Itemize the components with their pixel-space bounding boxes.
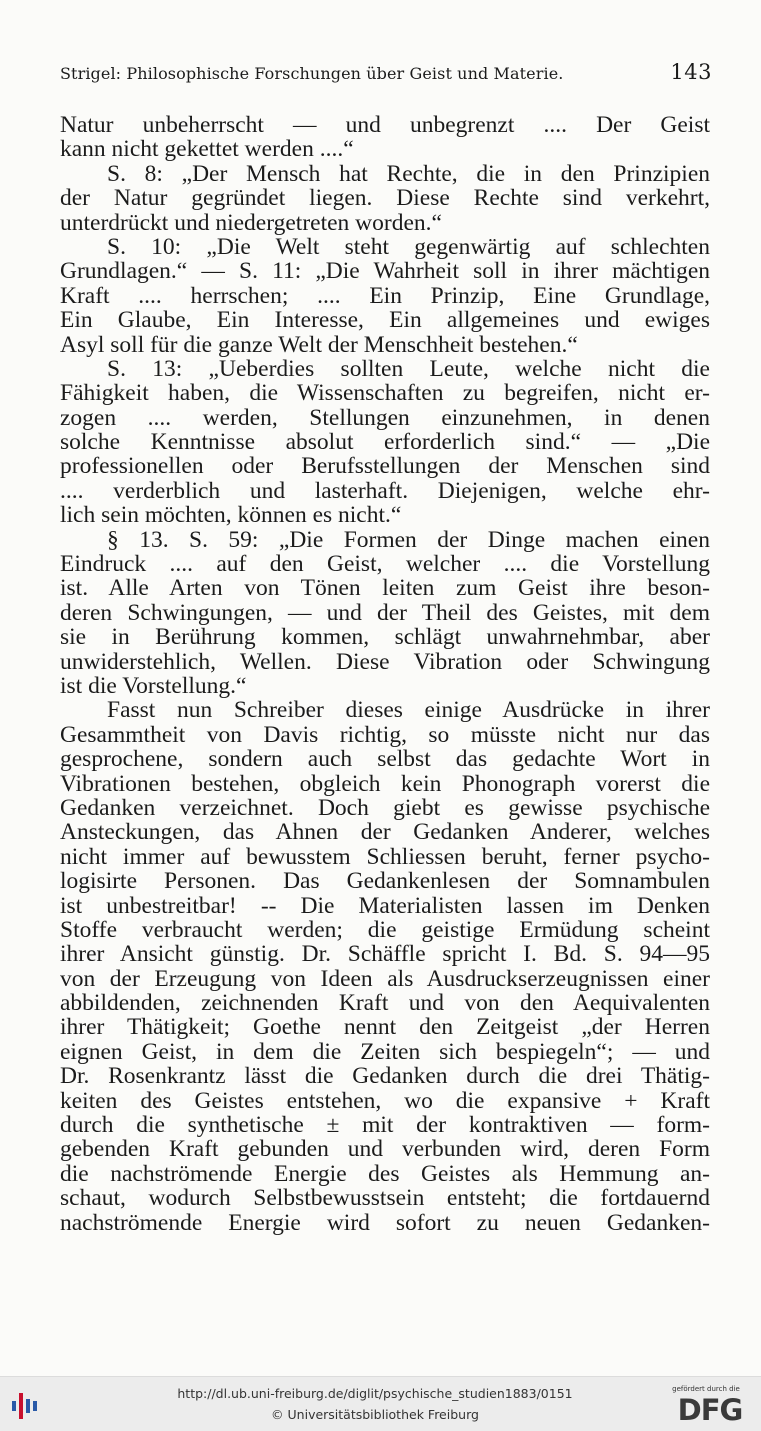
- text-line: Stoffe verbraucht werden; die geistige Ermüdung scheint: [60, 916, 710, 943]
- running-header: [60, 60, 712, 88]
- text-line: der Natur gegründet liegen. Diese Rechte sind verkehrt,: [60, 185, 710, 212]
- logo-bar: [26, 1399, 30, 1413]
- text-line: ist. Alle Arten von Tönen leiten zum Geist ihre beson-: [60, 575, 710, 602]
- viewer-footer: [0, 1376, 761, 1431]
- text-line: durch die synthetische ± mit der kontraktiven — form-: [60, 1112, 710, 1139]
- text-line: ihrer Thätigkeit; Goethe nennt den Zeitgeist „der Herren: [60, 1014, 710, 1041]
- text-line: Asyl soll für die ganze Welt der Menschheit bestehen.“: [60, 331, 578, 358]
- text-line: Vibrationen bestehen, obgleich kein Phonograph vorerst die: [60, 770, 710, 797]
- text-line: Grundlagen.“ — S. 11: „Die Wahrheit soll in ihrer mächtigen: [60, 258, 710, 285]
- text-line: zogen .... werden, Stellungen einzunehmen, in denen: [60, 404, 710, 431]
- logo-bar: [19, 1393, 23, 1419]
- text-line: ist unbestreitbar! -- Die Materialisten lassen im Denken: [60, 892, 710, 919]
- text-line: deren Schwingungen, — und der Theil des Geistes, mit dem: [60, 599, 710, 626]
- text-line: S. 10: „Die Welt steht gegenwärtig auf schlechten: [107, 233, 710, 260]
- text-line: logisirte Personen. Das Gedankenlesen der Somnambulen: [60, 868, 710, 895]
- text-line: .... verderblich und lasterhaft. Diejenigen, welche ehr-: [60, 477, 710, 504]
- text-line: keiten des Geistes entstehen, wo die expansive + Kraft: [60, 1087, 710, 1114]
- text-line: eignen Geist, in dem die Zeiten sich bespiegeln“; — und: [60, 1038, 710, 1065]
- text-line: S. 8: „Der Mensch hat Rechte, die in den Prinzipien: [107, 160, 710, 187]
- text-line: Gesammtheit von Davis richtig, so müsste nicht nur das: [60, 721, 710, 748]
- text-line: nachströmende Energie wird sofort zu neuen Gedanken-: [60, 1209, 710, 1236]
- dfg-caption: gefördert durch die: [672, 1385, 740, 1393]
- logo-bar: [12, 1401, 16, 1411]
- text-line: solche Kenntnisse absolut erforderlich sind.“ — „Die: [60, 429, 710, 456]
- footer-citation: [150, 1383, 600, 1425]
- text-line: schaut, wodurch Selbstbewusstsein entsteht; die fortdauernd: [60, 1185, 710, 1212]
- header-title: Strigel: Philosophische Forschungen über Geist und Materie.: [60, 64, 564, 83]
- text-line: Fasst nun Schreiber dieses einige Ausdrücke in ihrer: [107, 697, 710, 724]
- text-line: nicht immer auf bewusstem Schliessen beruht, ferner psycho-: [60, 843, 710, 870]
- copyright-text: © Universitätsbibliothek Freiburg: [271, 1407, 479, 1422]
- permalink-link[interactable]: http://dl.ub.uni-freiburg.de/diglit/psychische_studien1883/0151: [177, 1386, 573, 1401]
- logo-bar: [33, 1401, 37, 1411]
- dfg-logo[interactable]: DFG: [677, 1393, 743, 1427]
- body-text: [60, 113, 710, 1235]
- text-line: von der Erzeugung von Ideen als Ausdruckserzeugnissen einer: [60, 965, 710, 992]
- text-line: kann nicht gekettet werden ....“: [60, 136, 354, 163]
- text-line: die nachströmende Energie des Geistes als Hemmung an-: [60, 1160, 710, 1187]
- text-line: ist die Vorstellung.“: [60, 672, 247, 699]
- text-line: abbildenden, zeichnenden Kraft und von den Aequivalenten: [60, 990, 710, 1017]
- text-line: ihrer Ansicht günstig. Dr. Schäffle spricht I. Bd. S. 94—95: [60, 941, 710, 968]
- text-line: S. 13: „Ueberdies sollten Leute, welche nicht die: [107, 355, 710, 382]
- page-number: 143: [670, 60, 712, 84]
- text-line: gebenden Kraft gebunden und verbunden wird, deren Form: [60, 1136, 710, 1163]
- text-line: Gedanken verzeichnet. Doch giebt es gewisse psychische: [60, 794, 710, 821]
- text-line: unwiderstehlich, Wellen. Diese Vibration oder Schwingung: [60, 648, 710, 675]
- library-logo-icon[interactable]: [10, 1389, 40, 1421]
- text-line: Ein Glaube, Ein Interesse, Ein allgemeines und ewiges: [60, 307, 710, 334]
- text-line: Natur unbeherrscht — und unbegrenzt .... Der Geist: [60, 112, 710, 138]
- text-line: Ansteckungen, das Ahnen der Gedanken Anderer, welches: [60, 819, 710, 846]
- text-line: Kraft .... herrschen; .... Ein Prinzip, Eine Grundlage,: [60, 282, 710, 309]
- text-line: Fähigkeit haben, die Wissenschaften zu begreifen, nicht er-: [60, 380, 710, 407]
- text-line: sie in Berührung kommen, schlägt unwahrnehmbar, aber: [60, 624, 710, 651]
- text-line: Dr. Rosenkrantz lässt die Gedanken durch die drei Thätig-: [60, 1063, 710, 1090]
- text-line: Eindruck .... auf den Geist, welcher .... die Vorstellung: [60, 551, 710, 578]
- text-line: § 13. S. 59: „Die Formen der Dinge machen einen: [107, 526, 710, 553]
- text-line: gesprochene, sondern auch selbst das gedachte Wort in: [60, 746, 710, 773]
- text-line: lich sein möchten, können es nicht.“: [60, 502, 402, 529]
- text-line: unterdrückt und niedergetreten worden.“: [60, 209, 442, 236]
- text-line: professionellen oder Berufsstellungen der Menschen sind: [60, 453, 710, 480]
